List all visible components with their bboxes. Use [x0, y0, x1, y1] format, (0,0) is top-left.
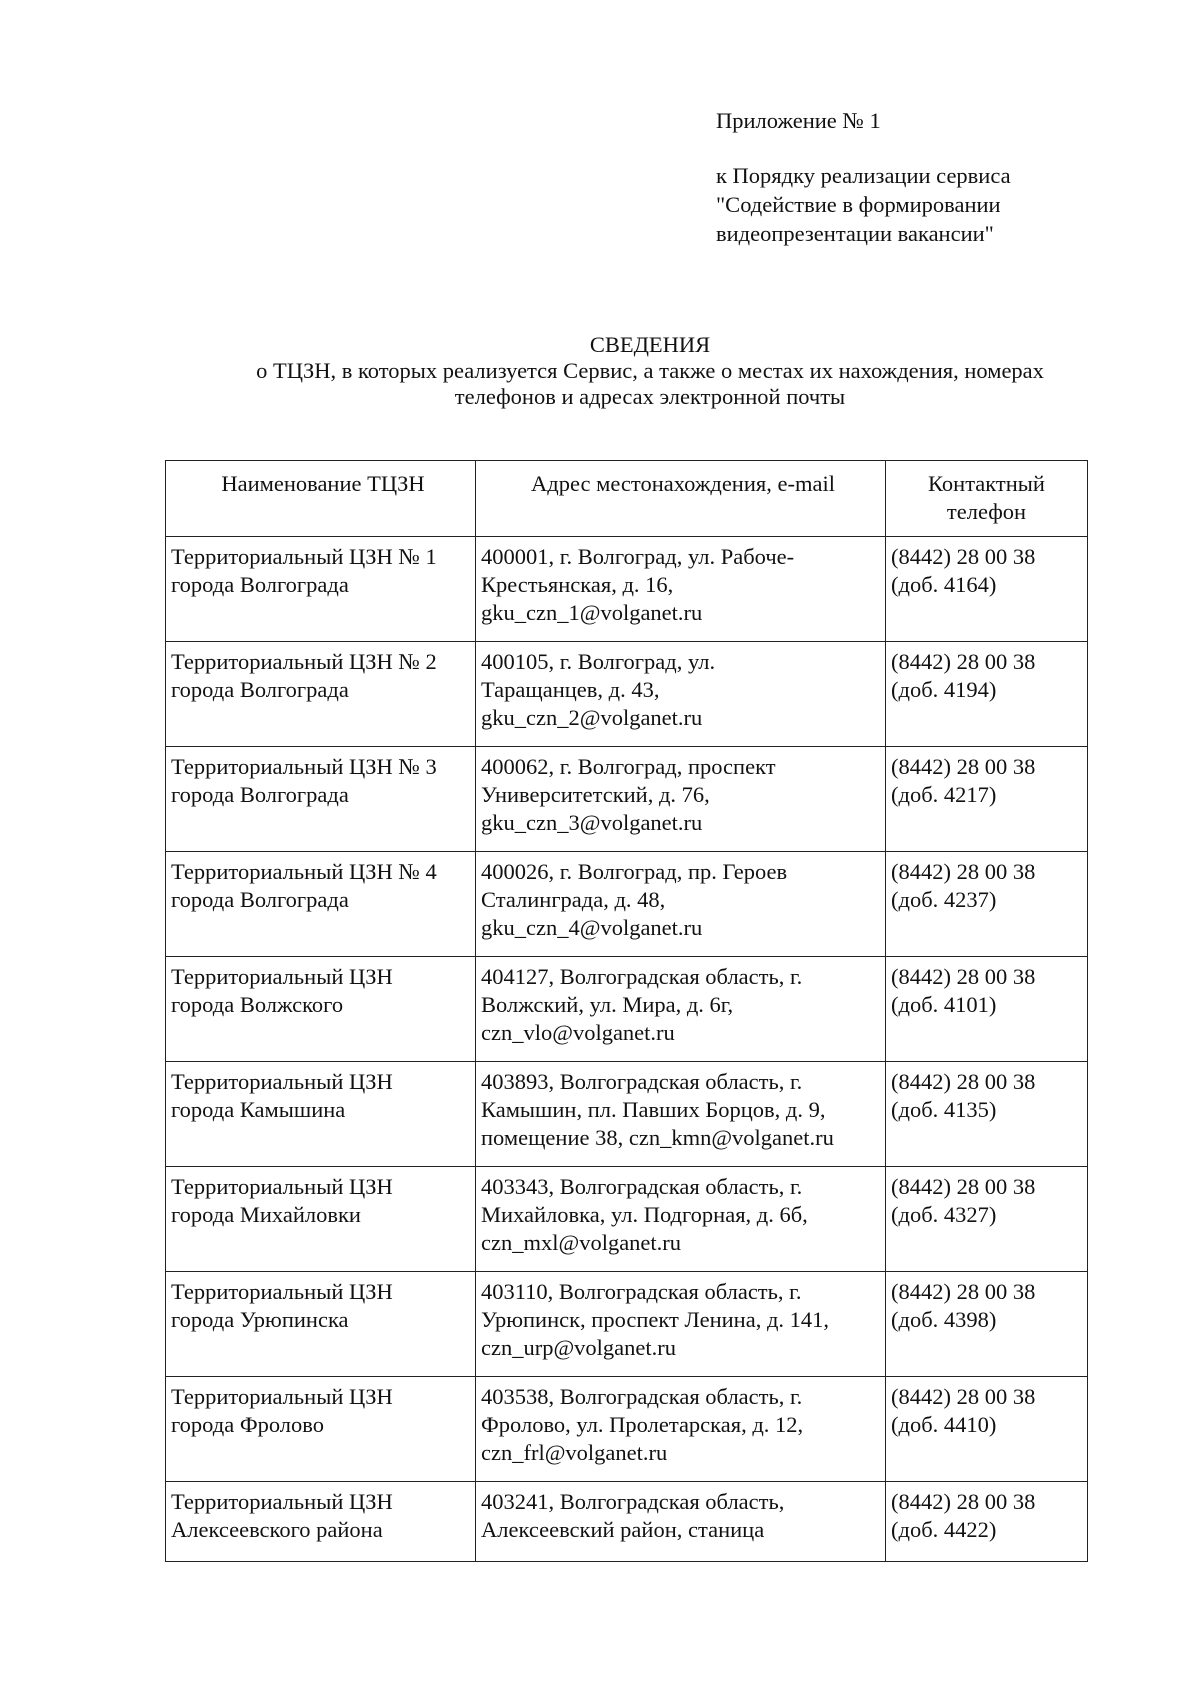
cell-name: [166, 642, 476, 747]
cell-address-line: 400062, г. Волгоград, проспект: [481, 754, 776, 779]
table-row: [166, 537, 1088, 642]
cell-name-line: города Волгограда: [171, 677, 349, 702]
cell-address-line: помещение 38, czn_kmn@volganet.ru: [481, 1125, 834, 1150]
cell-name-line: Территориальный ЦЗН: [171, 964, 393, 989]
cell-name-line: города Волгограда: [171, 887, 349, 912]
cell-phone-line: (доб. 4237): [891, 887, 997, 912]
cell-phone-line: (8442) 28 00 38: [891, 964, 1036, 989]
table-row: [166, 1377, 1088, 1482]
cell-address-line: 400001, г. Волгоград, ул. Рабоче-: [481, 544, 795, 569]
cell-phone-line: (8442) 28 00 38: [891, 859, 1036, 884]
cell-address: [476, 1062, 886, 1167]
cell-address-line: 403110, Волгоградская область, г.: [481, 1279, 802, 1304]
cell-phone-line: (8442) 28 00 38: [891, 1384, 1036, 1409]
cell-address-line: czn_urp@volganet.ru: [481, 1335, 677, 1360]
cell-phone-line: (доб. 4164): [891, 572, 997, 597]
cell-address-line: 400105, г. Волгоград, ул.: [481, 649, 716, 674]
table-row: [166, 852, 1088, 957]
cell-address: [476, 852, 886, 957]
cell-phone-line: (8442) 28 00 38: [891, 649, 1036, 674]
cell-name-line: города Волгограда: [171, 572, 349, 597]
table-row: [166, 642, 1088, 747]
cell-phone-line: (8442) 28 00 38: [891, 1069, 1036, 1094]
cell-address-line: 403538, Волгоградская область, г.: [481, 1384, 803, 1409]
cell-address-line: Университетский, д. 76,: [481, 782, 710, 807]
cell-phone-line: (доб. 4101): [891, 992, 997, 1017]
cell-phone: [886, 642, 1088, 747]
cell-address-line: gku_czn_3@volganet.ru: [481, 810, 703, 835]
cell-name: [166, 1062, 476, 1167]
cell-name: [166, 1377, 476, 1482]
cell-name-line: Территориальный ЦЗН: [171, 1069, 393, 1094]
cell-address-line: Волжский, ул. Мира, д. 6г,: [481, 992, 734, 1017]
cell-address-line: 403241, Волгоградская область,: [481, 1489, 785, 1514]
cell-phone-line: (доб. 4422): [891, 1517, 997, 1542]
cell-address-line: czn_vlo@volganet.ru: [481, 1020, 675, 1045]
cell-name-line: Территориальный ЦЗН № 4: [171, 859, 437, 884]
header-address: Адрес местонахождения, e-mail: [476, 461, 886, 537]
cell-phone: [886, 1062, 1088, 1167]
cell-name-line: Территориальный ЦЗН: [171, 1384, 393, 1409]
cell-address: [476, 1377, 886, 1482]
cell-phone: [886, 957, 1088, 1062]
cell-address-line: gku_czn_4@volganet.ru: [481, 915, 703, 940]
cell-phone-line: (доб. 4410): [891, 1412, 997, 1437]
cell-address-line: Фролово, ул. Пролетарская, д. 12,: [481, 1412, 804, 1437]
cell-phone-line: (8442) 28 00 38: [891, 544, 1036, 569]
appendix-line: к Порядку реализации сервиса: [716, 163, 1011, 188]
table-header-row: [166, 461, 1088, 537]
table-row: [166, 1482, 1088, 1562]
cell-name-line: города Михайловки: [171, 1202, 361, 1227]
cell-address-line: gku_czn_1@volganet.ru: [481, 600, 703, 625]
cell-phone: [886, 537, 1088, 642]
cell-phone-line: (доб. 4194): [891, 677, 997, 702]
cell-phone-line: (8442) 28 00 38: [891, 754, 1036, 779]
table-row: [166, 1272, 1088, 1377]
cell-address-line: czn_frl@volganet.ru: [481, 1440, 668, 1465]
cell-name-line: Алексеевского района: [171, 1517, 383, 1542]
cell-address: [476, 1167, 886, 1272]
cell-name: [166, 852, 476, 957]
cell-phone-line: (8442) 28 00 38: [891, 1174, 1036, 1199]
cell-phone: [886, 1482, 1088, 1562]
cell-name: [166, 537, 476, 642]
cell-name-line: Территориальный ЦЗН: [171, 1174, 393, 1199]
cell-phone: [886, 1167, 1088, 1272]
cell-phone-line: (доб. 4217): [891, 782, 997, 807]
cell-address: [476, 957, 886, 1062]
document-subtitle: о ТЦЗН, в которых реализуется Сервис, а также о местах их нахождения, номерах телефонов и адресах электронной почты: [256, 358, 1044, 409]
tczn-info-table: [165, 460, 1088, 1562]
cell-name-line: Территориальный ЦЗН: [171, 1279, 393, 1304]
cell-address-line: Сталинграда, д. 48,: [481, 887, 666, 912]
cell-name: [166, 957, 476, 1062]
cell-address-line: Таращанцев, д. 43,: [481, 677, 660, 702]
cell-phone: [886, 747, 1088, 852]
cell-name: [166, 747, 476, 852]
table-row: [166, 1167, 1088, 1272]
appendix-line: "Содействие в формировании: [716, 192, 1001, 217]
appendix-line: видеопрезентации вакансии": [716, 221, 994, 246]
cell-address: [476, 642, 886, 747]
cell-address-line: Урюпинск, проспект Ленина, д. 141,: [481, 1307, 830, 1332]
cell-address-line: czn_mxl@volganet.ru: [481, 1230, 682, 1255]
table-row: [166, 747, 1088, 852]
cell-address-line: 404127, Волгоградская область, г.: [481, 964, 803, 989]
cell-name-line: Территориальный ЦЗН № 1: [171, 544, 437, 569]
cell-address-line: gku_czn_2@volganet.ru: [481, 705, 703, 730]
cell-name: [166, 1272, 476, 1377]
cell-phone-line: (8442) 28 00 38: [891, 1489, 1036, 1514]
cell-phone: [886, 1377, 1088, 1482]
table-body: [166, 537, 1088, 1562]
cell-address: [476, 747, 886, 852]
cell-name-line: Территориальный ЦЗН № 3: [171, 754, 437, 779]
cell-phone: [886, 1272, 1088, 1377]
document-title: СВЕДЕНИЯ: [589, 332, 711, 357]
table-row: [166, 957, 1088, 1062]
cell-phone-line: (8442) 28 00 38: [891, 1279, 1036, 1304]
cell-phone: [886, 852, 1088, 957]
cell-address-line: 403343, Волгоградская область, г.: [481, 1174, 803, 1199]
document-heading: [150, 332, 1150, 410]
cell-name-line: города Волжского: [171, 992, 344, 1017]
cell-name-line: города Урюпинска: [171, 1307, 349, 1332]
header-phone: Контактный телефон: [886, 461, 1088, 537]
appendix-number: Приложение № 1: [716, 108, 881, 133]
cell-address-line: 403893, Волгоградская область, г.: [481, 1069, 803, 1094]
cell-name-line: города Фролово: [171, 1412, 325, 1437]
cell-name-line: Территориальный ЦЗН № 2: [171, 649, 437, 674]
cell-address-line: Алексеевский район, станица: [481, 1517, 765, 1542]
cell-name-line: Территориальный ЦЗН: [171, 1489, 393, 1514]
cell-name-line: города Камышина: [171, 1097, 346, 1122]
cell-phone-line: (доб. 4398): [891, 1307, 997, 1332]
cell-phone-line: (доб. 4327): [891, 1202, 997, 1227]
cell-phone-line: (доб. 4135): [891, 1097, 997, 1122]
cell-address-line: Крестьянская, д. 16,: [481, 572, 674, 597]
table-row: [166, 1062, 1088, 1167]
cell-address-line: 400026, г. Волгоград, пр. Героев: [481, 859, 788, 884]
cell-name: [166, 1482, 476, 1562]
cell-address-line: Камышин, пл. Павших Борцов, д. 9,: [481, 1097, 826, 1122]
cell-name: [166, 1167, 476, 1272]
cell-address-line: Михайловка, ул. Подгорная, д. 6б,: [481, 1202, 808, 1227]
cell-address: [476, 1272, 886, 1377]
cell-address: [476, 537, 886, 642]
cell-address: [476, 1482, 886, 1562]
cell-name-line: города Волгограда: [171, 782, 349, 807]
header-name: Наименование ТЦЗН: [166, 461, 476, 537]
appendix-block: [716, 106, 1176, 248]
